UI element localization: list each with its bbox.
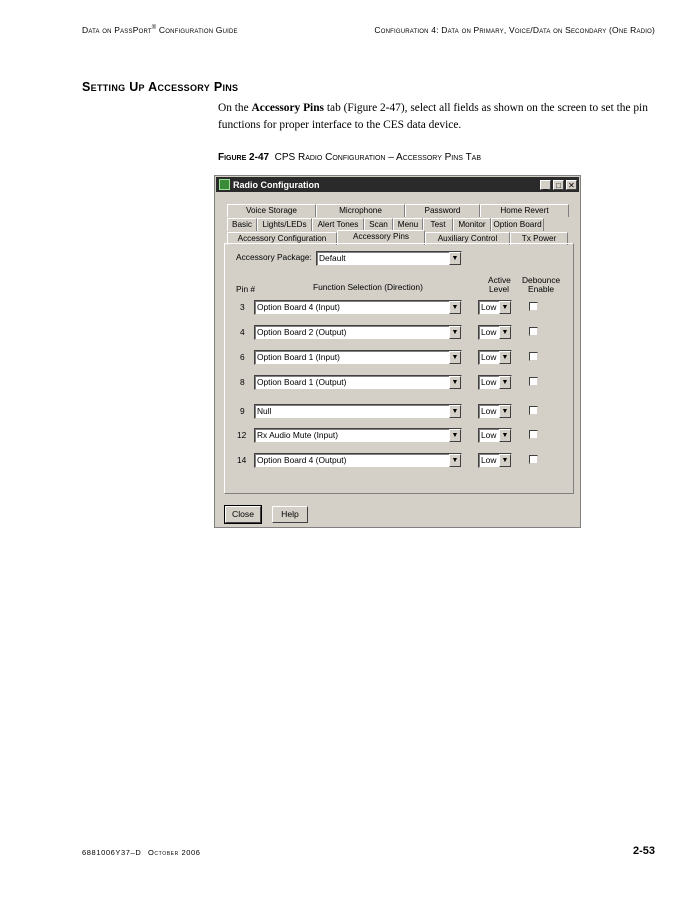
chevron-down-icon[interactable]: ▼	[449, 376, 461, 389]
active-header-2: Level	[489, 284, 510, 294]
intro-paragraph: On the Accessory Pins tab (Figure 2-47), select all fields as shown on the screen to set the pin functions for proper interface to the CES data device.	[218, 102, 648, 131]
footer-doc-id: 6881006Y37–D	[82, 848, 142, 857]
active-level-value: Low	[481, 430, 497, 440]
chevron-down-icon[interactable]: ▼	[499, 326, 511, 339]
chevron-down-icon[interactable]: ▼	[449, 252, 461, 265]
chevron-down-icon[interactable]: ▼	[449, 351, 461, 364]
debounce-checkbox[interactable]	[529, 352, 538, 361]
function-value: Null	[257, 406, 272, 416]
dialog-titlebar	[216, 177, 579, 192]
tab-alert-tones[interactable]: Alert Tones	[312, 218, 364, 231]
debounce-checkbox[interactable]	[529, 406, 538, 415]
close-icon[interactable]: ✕	[566, 180, 577, 190]
active-level-value: Low	[481, 406, 497, 416]
tab-tx-power[interactable]: Tx Power	[510, 232, 568, 245]
active-level-select[interactable]	[478, 453, 512, 468]
function-header: Function Selection (Direction)	[313, 282, 423, 292]
accessory-package-value: Default	[319, 253, 346, 263]
tab-voice-storage[interactable]: Voice Storage	[227, 204, 316, 217]
pin-number-header: Pin #	[236, 284, 256, 294]
debounce-checkbox[interactable]	[529, 327, 538, 336]
pin-number: 9	[240, 406, 245, 416]
active-header-1: Active	[488, 275, 511, 285]
chevron-down-icon[interactable]: ▼	[449, 326, 461, 339]
tab-option-board[interactable]: Option Board	[491, 218, 544, 231]
debounce-checkbox[interactable]	[529, 455, 538, 464]
tab-basic[interactable]: Basic	[227, 218, 257, 231]
function-value: Option Board 1 (Output)	[257, 377, 347, 387]
function-select[interactable]	[254, 428, 462, 443]
help-button[interactable]: Help	[272, 506, 308, 523]
pin-number: 3	[240, 302, 245, 312]
function-select[interactable]	[254, 453, 462, 468]
pin-number: 8	[240, 377, 245, 387]
running-header-left: Data on PassPort® Configuration Guide	[82, 25, 238, 35]
debounce-header-1: Debounce	[522, 275, 561, 285]
chevron-down-icon[interactable]: ▼	[499, 405, 511, 418]
debounce-checkbox[interactable]	[529, 302, 538, 311]
chevron-down-icon[interactable]: ▼	[499, 376, 511, 389]
active-level-select[interactable]	[478, 350, 512, 365]
tab-scan[interactable]: Scan	[364, 218, 393, 231]
chevron-down-icon[interactable]: ▼	[449, 429, 461, 442]
active-level-select[interactable]	[478, 428, 512, 443]
tab-microphone[interactable]: Microphone	[316, 204, 405, 217]
active-level-select[interactable]	[478, 300, 512, 315]
function-value: Option Board 4 (Input)	[257, 302, 340, 312]
debounce-header-2: Enable	[528, 284, 555, 294]
function-select[interactable]	[254, 375, 462, 390]
chevron-down-icon[interactable]: ▼	[499, 301, 511, 314]
page-number: 2-53	[632, 845, 655, 857]
tab-accessory-configuration[interactable]: Accessory Configuration	[227, 232, 337, 245]
pin-number: 14	[237, 455, 247, 465]
tab-row-1	[227, 204, 569, 217]
tab-menu[interactable]: Menu	[393, 218, 423, 231]
tab-home-revert[interactable]: Home Revert	[480, 204, 569, 217]
active-level-value: Low	[481, 377, 497, 387]
close-button[interactable]: Close	[225, 506, 261, 523]
active-level-select[interactable]	[478, 325, 512, 340]
chevron-down-icon[interactable]: ▼	[449, 405, 461, 418]
pin-number: 4	[240, 327, 245, 337]
active-level-value: Low	[481, 302, 497, 312]
function-value: Option Board 4 (Output)	[257, 455, 347, 465]
tab-test[interactable]: Test	[423, 218, 453, 231]
section-title: Setting Up Accessory Pins	[82, 80, 239, 94]
tab-accessory-pins[interactable]: Accessory Pins	[337, 230, 425, 245]
accessory-pins-panel	[224, 243, 574, 494]
function-value: Option Board 1 (Input)	[257, 352, 340, 362]
debounce-checkbox[interactable]	[529, 377, 538, 386]
accessory-package-label: Accessory Package:	[236, 252, 312, 262]
chevron-down-icon[interactable]: ▼	[499, 429, 511, 442]
function-select[interactable]	[254, 300, 462, 315]
tab-password[interactable]: Password	[405, 204, 480, 217]
tab-monitor[interactable]: Monitor	[453, 218, 491, 231]
tab-lights-leds[interactable]: Lights/LEDs	[257, 218, 312, 231]
function-value: Option Board 2 (Output)	[257, 327, 347, 337]
function-value: Rx Audio Mute (Input)	[257, 430, 338, 440]
maximize-icon[interactable]: □	[553, 180, 564, 190]
dialog-title: Radio Configuration	[233, 179, 320, 190]
footer-date: October 2006	[148, 848, 201, 857]
active-level-value: Low	[481, 455, 497, 465]
running-header-right: Configuration 4: Data on Primary, Voice/Data on Secondary (One Radio)	[374, 25, 655, 35]
function-select[interactable]	[254, 325, 462, 340]
radio-configuration-dialog	[214, 175, 581, 528]
chevron-down-icon[interactable]: ▼	[499, 351, 511, 364]
active-level-value: Low	[481, 352, 497, 362]
chevron-down-icon[interactable]: ▼	[499, 454, 511, 467]
tab-auxiliary-control[interactable]: Auxiliary Control	[425, 232, 510, 245]
active-level-value: Low	[481, 327, 497, 337]
function-select[interactable]	[254, 404, 462, 419]
figure-caption: Figure 2-47 CPS Radio Configuration – Accessory Pins Tab	[218, 152, 482, 163]
pin-number: 12	[237, 430, 247, 440]
function-select[interactable]	[254, 350, 462, 365]
accessory-package-select[interactable]	[316, 251, 462, 266]
minimize-icon[interactable]: _	[540, 180, 551, 190]
chevron-down-icon[interactable]: ▼	[449, 454, 461, 467]
active-level-select[interactable]	[478, 375, 512, 390]
pin-number: 6	[240, 352, 245, 362]
debounce-checkbox[interactable]	[529, 430, 538, 439]
app-icon	[219, 179, 230, 190]
chevron-down-icon[interactable]: ▼	[449, 301, 461, 314]
active-level-select[interactable]	[478, 404, 512, 419]
